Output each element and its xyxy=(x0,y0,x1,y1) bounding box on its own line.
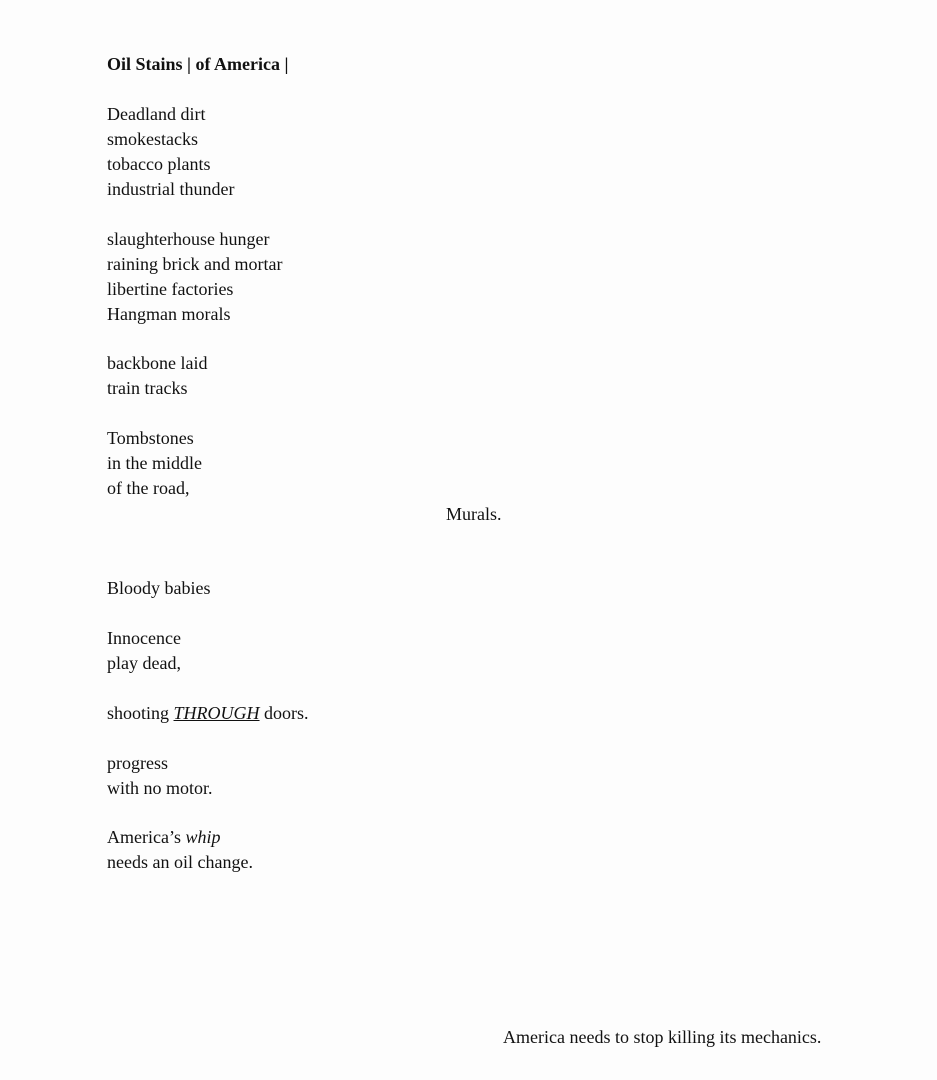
poem-line: with no motor. xyxy=(107,778,213,798)
poem-line: play dead, xyxy=(107,653,181,673)
poem-line: raining brick and mortar xyxy=(107,254,283,274)
poem-line: needs an oil change. xyxy=(107,852,253,872)
poem-line: train tracks xyxy=(107,378,188,398)
poem-line: Deadland dirt xyxy=(107,104,206,124)
through-emphasis: THROUGH xyxy=(173,703,260,723)
poem-line: libertine factories xyxy=(107,279,234,299)
closing-line: America needs to stop killing its mechanics. xyxy=(503,1027,822,1047)
poem-line: Hangman morals xyxy=(107,304,231,324)
poem-line: of the road, xyxy=(107,478,190,498)
poem-title: Oil Stains | of America | xyxy=(107,54,289,74)
poem-line: smokestacks xyxy=(107,129,198,149)
poem-line: Bloody babies xyxy=(107,578,211,598)
poem-line: backbone laid xyxy=(107,353,208,373)
shooting-after: doors. xyxy=(259,703,309,723)
poem-line: slaughterhouse hunger xyxy=(107,229,270,249)
poem-line: Innocence xyxy=(107,628,181,648)
shooting-before: shooting xyxy=(107,703,174,723)
whip-before: America’s xyxy=(107,827,186,847)
poem-line: industrial thunder xyxy=(107,179,235,199)
poem-line: tobacco plants xyxy=(107,154,211,174)
poem-line: progress xyxy=(107,753,168,773)
poem-line: Tombstones xyxy=(107,428,194,448)
whip-emphasis: whip xyxy=(185,827,221,847)
poem-line: in the middle xyxy=(107,453,202,473)
shooting-line xyxy=(107,701,309,726)
whip-line xyxy=(107,825,220,850)
murals-line: Murals. xyxy=(446,504,502,524)
